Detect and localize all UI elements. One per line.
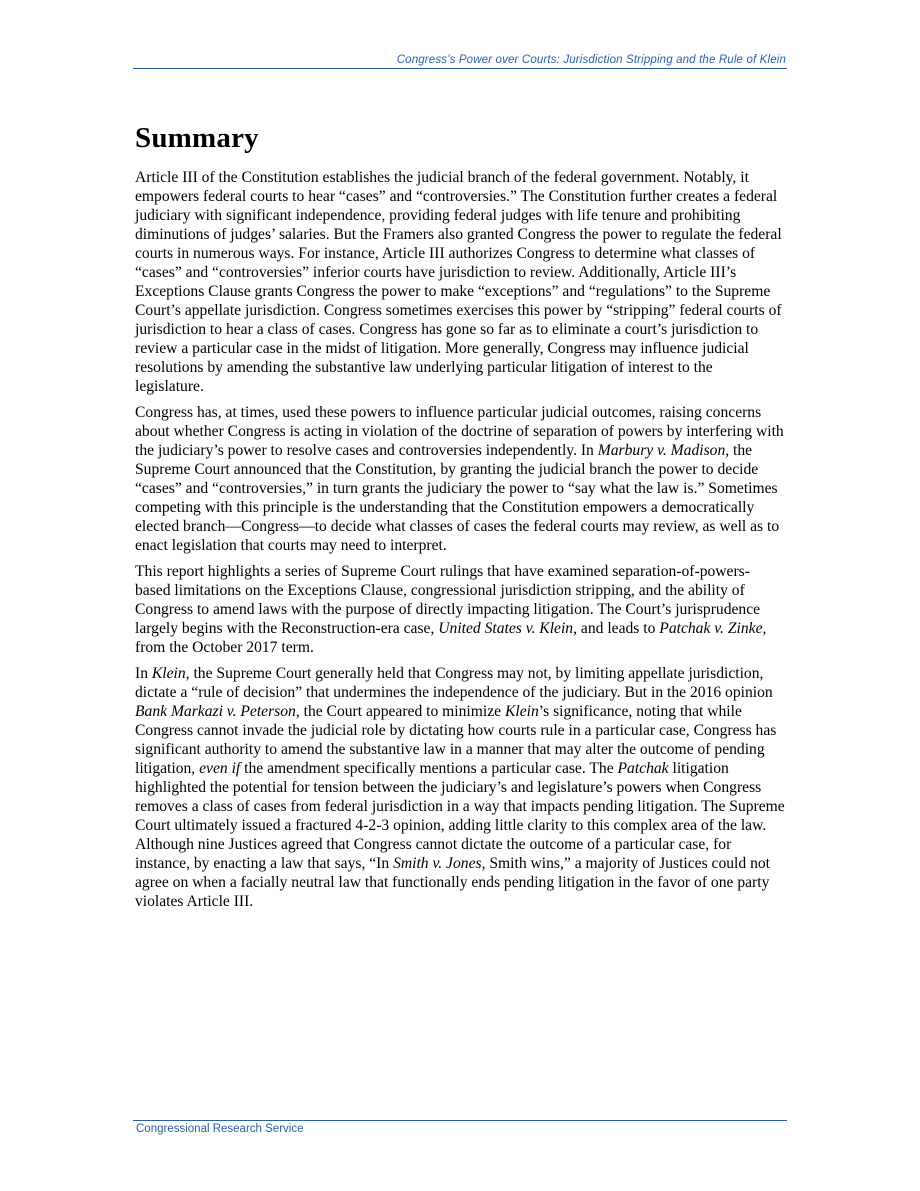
running-header-title: Congress’s Power over Courts: Jurisdiction Stripping and the Rule of Klein <box>396 54 786 66</box>
text-run: , Smith wins,” a majority of Justices could not agree on when a facially neutral law that functionally ends pending litigation in the favor of one party violates Article III. <box>135 855 771 910</box>
text-run: the Supreme Court generally held that Congress may not, by limiting appellate jurisdiction, dictate a “rule of decision” that undermines the independence of the judiciary. But in the 2016 opinion <box>135 665 773 701</box>
text-run: Congress has, at times, used these powers to influence particular judicial outcomes, raising concerns about whether Congress is acting in violation of the doctrine of separation of powers by interfering with the judiciary’s power to resolve cases and controversies independently. In <box>135 404 784 459</box>
case-name-italic: Klein, <box>151 665 190 682</box>
header-rule <box>133 68 787 69</box>
summary-paragraph-2 <box>135 403 785 555</box>
text-run: , and leads to <box>573 620 660 637</box>
case-name-italic: Marbury v. Madison, <box>597 442 730 459</box>
summary-paragraph-1 <box>135 168 785 396</box>
summary-body <box>135 168 785 918</box>
case-name-italic: Patchak v. Zinke <box>659 620 763 637</box>
text-run: This report highlights a series of Supreme Court rulings that have examined separation-of-powers-based limitations on the Exceptions Clause, congressional jurisdiction stripping, and the ability of Congress to amend laws with the purpose of directly impacting litigation. The Court’s jurisprudence largely begins with the Reconstruction-era case, <box>135 563 761 637</box>
text-run: In <box>135 665 152 682</box>
case-name-italic: Smith v. Jones <box>393 855 482 872</box>
case-name-italic: Bank Markazi v. Peterson <box>135 703 296 720</box>
case-name-italic: United States v. Klein <box>438 620 574 637</box>
footer-rule <box>133 1120 787 1121</box>
case-name-italic: Patchak <box>617 760 669 777</box>
summary-heading: Summary <box>135 122 259 154</box>
text-run: litigation highlighted the potential for tension between the judiciary’s and legislature’s powers when Congress removes a class of cases from federal jurisdiction in a way that impacts pending litigation. The Supreme Court ultimately issued a fractured 4-2-3 opinion, adding little clarity to this complex area of the law. Although nine Justices agreed that Congress cannot dictate the outcome of a particular case, for instance, by enacting a law that says, “In <box>135 760 785 872</box>
case-name-italic: even if <box>199 760 241 777</box>
summary-paragraph-3 <box>135 562 785 657</box>
text-run: Article III of the Constitution establishes the judicial branch of the federal government. Notably, it empowers federal courts to hear “cases” and “controversies.” The Constitution further creates a federal judiciary with significant independence, providing federal judges with life tenure and prohibiting diminutions of judges’ salaries. But the Framers also granted Congress the power to regulate the federal courts in numerous ways. For instance, Article III authorizes Congress to determine what classes of “cases” and “controversies” inferior courts have jurisdiction to review. Additionally, Article III’s Exceptions Clause grants Congress the power to make “exceptions” and “regulations” to the Supreme Court’s appellate jurisdiction. Congress sometimes exercises this power by “stripping” federal courts of jurisdiction to hear a class of cases. Congress has gone so far as to eliminate a court’s jurisdiction to review a particular case in the midst of litigation. More generally, Congress may influence judicial resolutions by amending the substantive law underlying particular litigation of interest to the legislature. <box>135 169 782 395</box>
text-run: the Supreme Court announced that the Constitution, by granting the judicial branch the power to decide “cases” and “controversies,” in turn grants the judiciary the power to “say what the law is.” Sometimes competing with this principle is the understanding that the Constitution empowers a democratically elected branch—Congress—to decide what classes of cases the federal courts may review, as well as to enact legislation that courts may need to interpret. <box>135 442 780 554</box>
case-name-italic: Klein <box>504 703 539 720</box>
text-run: the amendment specifically mentions a particular case. The <box>240 760 618 777</box>
summary-paragraph-4 <box>135 664 785 911</box>
text-run: , from the October 2017 term. <box>135 620 767 656</box>
footer-publisher: Congressional Research Service <box>136 1123 304 1135</box>
text-run: , the Court appeared to minimize <box>295 703 505 720</box>
text-run: ’s significance, noting that while Congress cannot invade the judicial role by dictating how courts rule in a particular case, Congress has significant authority to amend the substantive law in a manner that may alter the outcome of pending litigation, <box>135 703 777 777</box>
